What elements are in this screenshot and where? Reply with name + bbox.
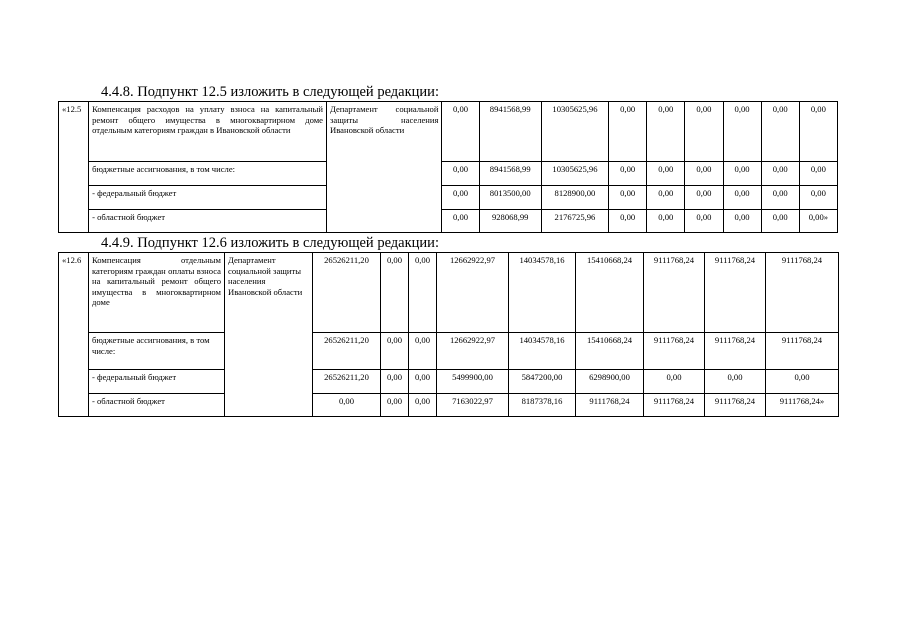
value-cell: 12662922,97	[437, 253, 509, 333]
subprogram-table-12-5	[58, 101, 838, 233]
value-cell: 5847200,00	[509, 370, 576, 394]
value-cell: 0,00	[381, 333, 409, 370]
row-label: - областной бюджет	[89, 394, 225, 417]
value-cell: 9111768,24»	[766, 394, 839, 417]
value-cell: 0,00	[761, 210, 799, 233]
value-cell: 15410668,24	[576, 253, 644, 333]
value-cell: 0,00	[644, 370, 705, 394]
value-cell: 0,00	[442, 210, 479, 233]
row-label: - областной бюджет	[89, 210, 327, 233]
measure-name: Компенсация расходов на уплату взноса на капитальный ремонт общего имущества в многоквартирном доме отдельным категориям граждан в Ивановской области	[89, 102, 327, 162]
value-cell: 0,00	[799, 162, 837, 186]
value-cell: 8128900,00	[541, 186, 608, 210]
value-cell: 0,00	[442, 162, 479, 186]
value-cell: 0,00	[723, 102, 761, 162]
value-cell: 10305625,96	[541, 162, 608, 186]
value-cell: 2176725,96	[541, 210, 608, 233]
row-number: «12.5	[59, 102, 89, 233]
value-cell: 26526211,20	[313, 253, 381, 333]
row-label: - федеральный бюджет	[89, 186, 327, 210]
value-cell: 8013500,00	[479, 186, 541, 210]
value-cell: 26526211,20	[313, 370, 381, 394]
value-cell: 0,00	[761, 186, 799, 210]
value-cell: 0,00	[409, 370, 437, 394]
value-cell: 0,00	[609, 102, 647, 162]
value-cell: 26526211,20	[313, 333, 381, 370]
measure-name: Компенсация отдельным категориям граждан оплаты взноса на капитальный ремонт общего имущества в многоквартирном доме	[89, 253, 225, 333]
value-cell: 0,00	[609, 186, 647, 210]
value-cell: 12662922,97	[437, 333, 509, 370]
value-cell: 0,00	[609, 210, 647, 233]
value-cell: 0,00	[647, 162, 685, 186]
value-cell: 0,00	[723, 210, 761, 233]
value-cell: 7163022,97	[437, 394, 509, 417]
row-label: - федеральный бюджет	[89, 370, 225, 394]
value-cell: 10305625,96	[541, 102, 608, 162]
row-number: «12.6	[59, 253, 89, 417]
value-cell: 0,00	[313, 394, 381, 417]
executor-name: Департамент социальной защиты населения Ивановской области	[327, 102, 442, 233]
value-cell: 8941568,99	[479, 102, 541, 162]
value-cell: 9111768,24	[644, 394, 705, 417]
value-cell: 8941568,99	[479, 162, 541, 186]
value-cell: 0,00	[685, 210, 723, 233]
value-cell: 15410668,24	[576, 333, 644, 370]
value-cell: 14034578,16	[509, 253, 576, 333]
value-cell: 9111768,24	[705, 394, 766, 417]
section-heading-4-4-9: 4.4.9. Подпункт 12.6 изложить в следующей редакции:	[101, 235, 439, 251]
row-label: бюджетные ассигнования, в том числе:	[89, 162, 327, 186]
value-cell: 0,00	[442, 186, 479, 210]
value-cell: 0,00»	[799, 210, 837, 233]
value-cell: 0,00	[647, 186, 685, 210]
value-cell: 0,00	[723, 162, 761, 186]
value-cell: 0,00	[409, 253, 437, 333]
value-cell: 9111768,24	[766, 333, 839, 370]
value-cell: 0,00	[685, 186, 723, 210]
value-cell: 9111768,24	[705, 333, 766, 370]
value-cell: 0,00	[685, 162, 723, 186]
value-cell: 0,00	[442, 102, 479, 162]
value-cell: 0,00	[609, 162, 647, 186]
row-label: бюджетные ассигнования, в том числе:	[89, 333, 225, 370]
value-cell: 9111768,24	[644, 253, 705, 333]
value-cell: 9111768,24	[644, 333, 705, 370]
value-cell: 0,00	[409, 333, 437, 370]
value-cell: 0,00	[647, 210, 685, 233]
value-cell: 0,00	[799, 186, 837, 210]
value-cell: 9111768,24	[705, 253, 766, 333]
value-cell: 14034578,16	[509, 333, 576, 370]
subprogram-table-12-6	[58, 252, 839, 417]
value-cell: 0,00	[799, 102, 837, 162]
section-heading-4-4-8: 4.4.8. Подпункт 12.5 изложить в следующей редакции:	[101, 84, 439, 100]
executor-name: Департамент социальной защиты населения Ивановской области	[225, 253, 313, 417]
value-cell: 8187378,16	[509, 394, 576, 417]
value-cell: 9111768,24	[766, 253, 839, 333]
value-cell: 0,00	[761, 162, 799, 186]
value-cell: 0,00	[723, 186, 761, 210]
value-cell: 0,00	[381, 394, 409, 417]
value-cell: 0,00	[705, 370, 766, 394]
value-cell: 5499900,00	[437, 370, 509, 394]
value-cell: 0,00	[647, 102, 685, 162]
value-cell: 0,00	[766, 370, 839, 394]
value-cell: 0,00	[685, 102, 723, 162]
value-cell: 0,00	[381, 253, 409, 333]
value-cell: 0,00	[381, 370, 409, 394]
value-cell: 6298900,00	[576, 370, 644, 394]
value-cell: 0,00	[409, 394, 437, 417]
value-cell: 9111768,24	[576, 394, 644, 417]
value-cell: 928068,99	[479, 210, 541, 233]
value-cell: 0,00	[761, 102, 799, 162]
